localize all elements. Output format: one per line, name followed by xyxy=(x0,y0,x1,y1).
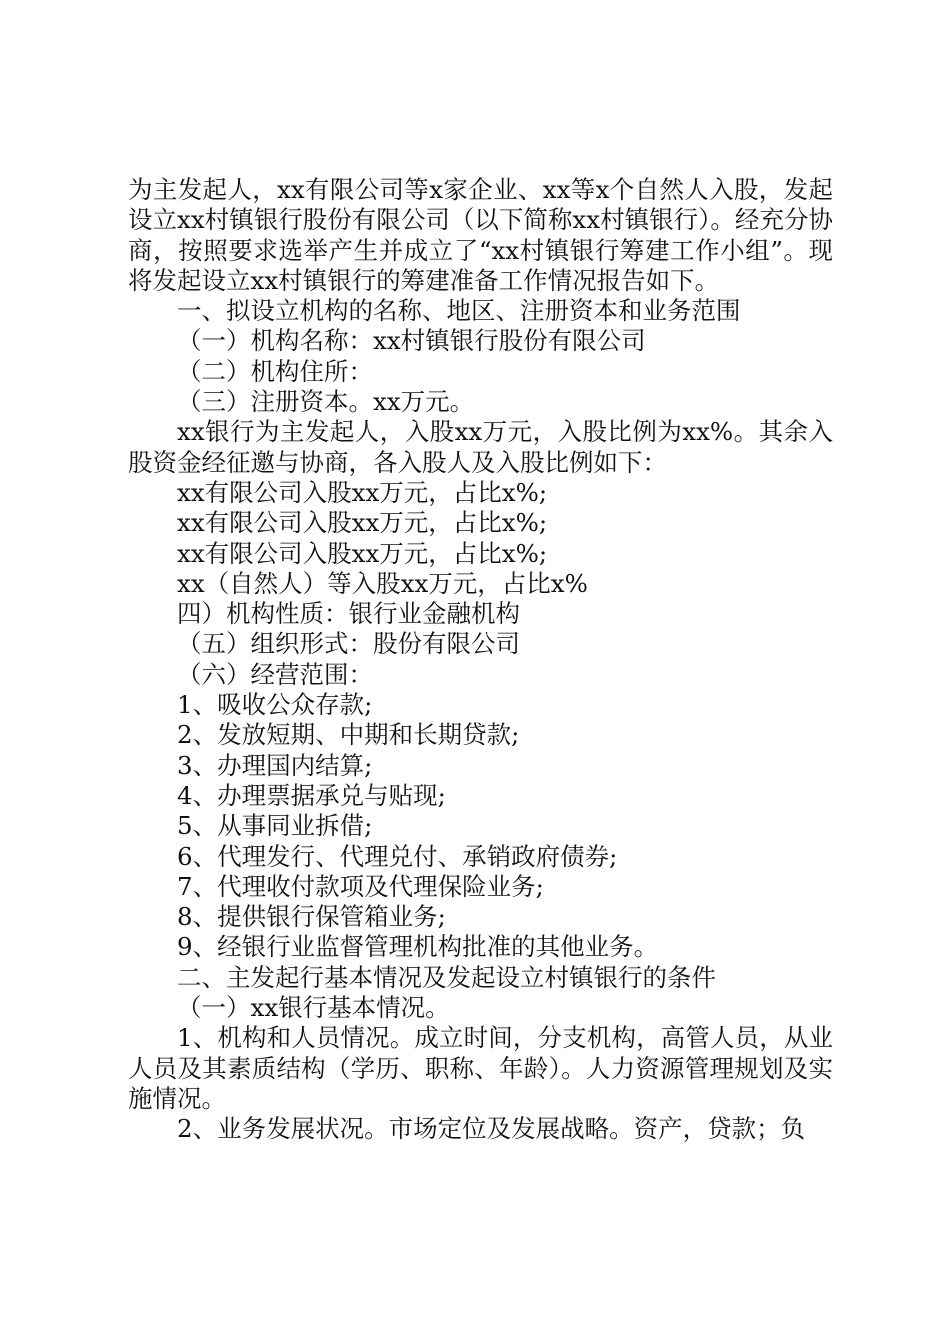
document-body xyxy=(128,175,833,1145)
item-business-scope: （六）经营范围： xyxy=(177,659,373,689)
item-organization-form: （五）组织形式：股份有限公司 xyxy=(177,629,520,659)
scope-list-item: 3、办理国内结算; xyxy=(177,750,373,780)
shareholder-line: xx有限公司入股xx万元，占比x%; xyxy=(177,508,548,538)
scope-list-item: 1、吸收公众存款; xyxy=(177,690,373,720)
item-bank-basic-info: （一）xx银行基本情况。 xyxy=(177,993,450,1023)
item-institution-address: （二）机构住所： xyxy=(177,356,373,386)
paragraph-shareholding: xx银行为主发起人，入股xx万元，入股比例为xx%。其余入股资金经征邀与协商，各入股人及入股比例如下： xyxy=(128,417,833,477)
paragraph-staffing: 1、机构和人员情况。成立时间，分支机构，高管人员，从业人员及其素质结构（学历、职称、年龄）。人力资源管理规划及实施情况。 xyxy=(128,1023,833,1113)
shareholder-line: xx（自然人）等入股xx万元，占比x% xyxy=(177,568,588,598)
heading-section-1: 一、拟设立机构的名称、地区、注册资本和业务范围 xyxy=(177,296,741,326)
shareholder-line: xx有限公司入股xx万元，占比x%; xyxy=(177,538,548,568)
paragraph-business-development: 2、业务发展状况。市场定位及发展战略。资产，贷款；负 xyxy=(177,1114,806,1144)
scope-list-item: 5、从事同业拆借; xyxy=(177,811,373,841)
shareholder-line: xx有限公司入股xx万元，占比x%; xyxy=(177,477,548,507)
scope-list-item: 8、提供银行保管箱业务; xyxy=(177,902,446,932)
heading-section-2: 二、主发起行基本情况及发起设立村镇银行的条件 xyxy=(177,962,716,992)
scope-list-item: 6、代理发行、代理兑付、承销政府债券; xyxy=(177,841,618,871)
scope-list-item: 7、代理收付款项及代理保险业务; xyxy=(177,871,544,901)
scope-list-item: 9、经银行业监督管理机构批准的其他业务。 xyxy=(177,932,659,962)
scope-list-item: 2、发放短期、中期和长期贷款; xyxy=(177,720,520,750)
item-institution-name: （一）机构名称：xx村镇银行股份有限公司 xyxy=(177,326,646,356)
item-registered-capital: （三）注册资本。xx万元。 xyxy=(177,387,475,417)
scope-list-item: 4、办理票据承兑与贴现; xyxy=(177,780,446,810)
item-institution-nature: 四）机构性质：银行业金融机构 xyxy=(177,599,520,629)
paragraph-intro: 为主发起人，xx有限公司等x家企业、xx等x个自然人入股，发起设立xx村镇银行股份有限公司（以下简称xx村镇银行）。经充分协商，按照要求选举产生并成立了“xx村镇银行筹建工作小组”。现将发起设立xx村镇银行的筹建准备工作情况报告如下。 xyxy=(128,175,833,295)
